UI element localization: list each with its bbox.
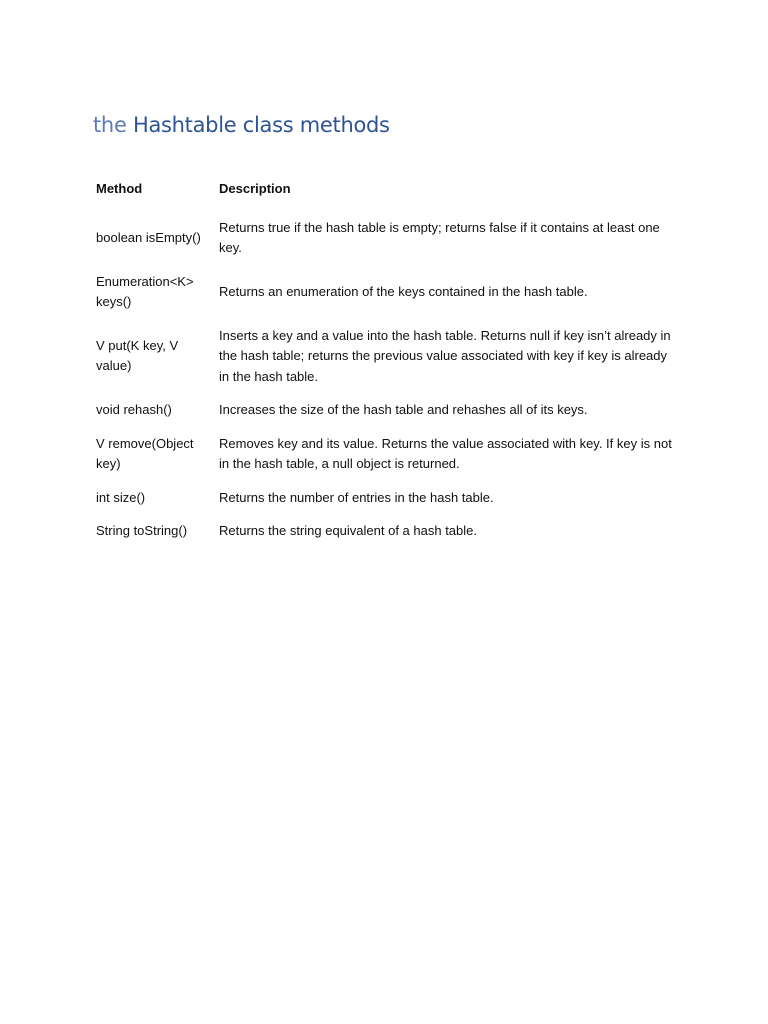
description-cell: Returns the string equivalent of a hash table. xyxy=(219,523,477,538)
table-header-row xyxy=(90,176,680,214)
method-cell: void rehash() xyxy=(96,402,172,417)
description-cell: Inserts a key and a value into the hash table. Returns null if key isn’t already in the hash table; returns the previous value associated with key if key is already in the hash table. xyxy=(219,327,671,384)
methods-table xyxy=(90,176,680,551)
column-header-method: Method xyxy=(96,181,143,196)
method-cell: V put(K key, V value) xyxy=(96,337,179,374)
description-cell: Returns the number of entries in the hash table. xyxy=(219,489,494,505)
table-row xyxy=(90,517,680,551)
description-cell: Returns an enumeration of the keys contained in the hash table. xyxy=(219,283,588,299)
column-header-description: Description xyxy=(219,181,291,196)
table-row xyxy=(90,396,680,430)
table-row xyxy=(90,430,680,484)
description-cell: Returns true if the hash table is empty; returns false if it contains at least one key. xyxy=(219,219,660,255)
table-row xyxy=(90,322,680,397)
description-cell: Increases the size of the hash table and rehashes all of its keys. xyxy=(219,402,588,417)
method-cell: String toString() xyxy=(96,523,188,538)
table-row xyxy=(90,214,680,268)
method-cell: int size() xyxy=(96,489,146,505)
method-cell: boolean isEmpty() xyxy=(96,229,201,245)
method-cell: Enumeration<K> keys() xyxy=(96,273,194,309)
table-row xyxy=(90,484,680,518)
method-cell: V remove(Object key) xyxy=(96,435,194,471)
table-row xyxy=(90,268,680,322)
description-cell: Removes key and its value. Returns the value associated with key. If key is not in the hash table, a null object is returned. xyxy=(219,435,672,471)
page-title-main: Hashtable class methods xyxy=(132,113,390,137)
page-title-prefix: the xyxy=(93,113,127,137)
page-title xyxy=(93,108,390,142)
